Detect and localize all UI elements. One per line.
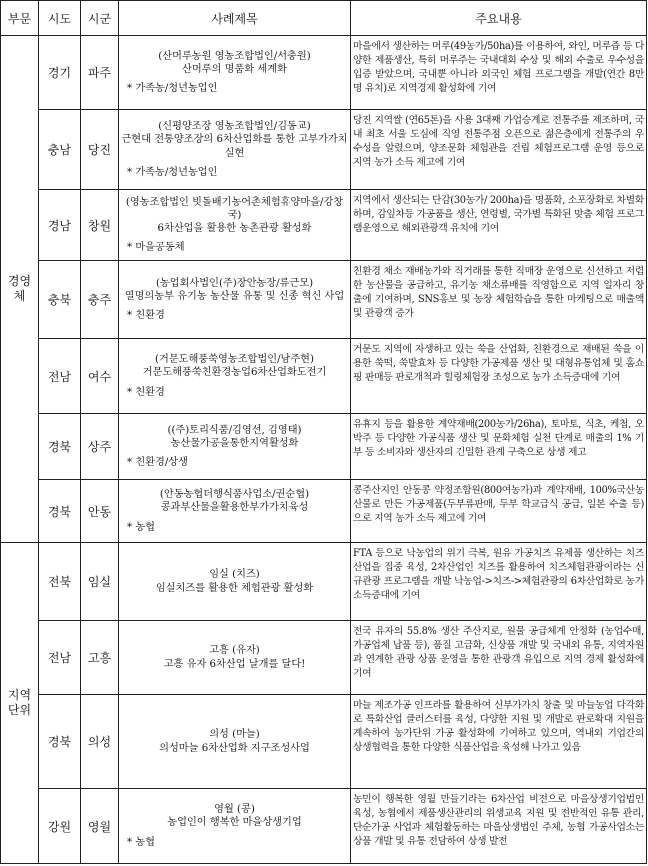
case-title-cell: [119, 190, 351, 261]
table-row: [1, 190, 647, 261]
case-org: (농업회사법인(주)장안농장/류근모): [155, 277, 314, 289]
case-title: 거문도해풍쑥친환경농업6차산업화도전기: [142, 367, 327, 379]
region-cell: 전남: [39, 621, 81, 695]
case-title: 임실치즈를 활용한 체험관광 활성화: [155, 582, 314, 594]
case-title: 열명의농부 유기농 농산물 유통 및 신종 혁신 사업: [124, 290, 345, 302]
city-cell: 의성: [81, 695, 119, 789]
city-cell: 영월: [81, 789, 119, 864]
main-content-cell: 친환경 채소 재배농가와 직거래를 통한 직매장 운영으로 신선하고 저렴한 농산물을 공급하고, 유기농 채소류배를 직영함으로 지역 일자리 창출에 기여하며, SNS홍보 및 농장 체험학습을 통한 마케팅으로 매출액 및 관광객 증가: [351, 261, 647, 339]
region-cell: 전북: [39, 543, 81, 621]
main-content-cell: 당진 지역쌀 (연65톤)을 사용 3대째 가업승계로 전통주를 제조하며, 국내 최초 서울 도심에 직영 전통주점 오픈으로 젊은층에게 전통주의 우수성을 알렸으며, 양조문화 체험관을 건립 체험프로그램 운영 등으로 지역 농가 소득 제고에 기여: [351, 110, 647, 190]
city-cell: 파주: [81, 36, 119, 110]
case-title: 콩과부산물을활용한부가가치육성: [160, 502, 309, 514]
table-row: [1, 110, 647, 190]
case-title: 근현대 전통양조장의 6차산업화를 통한 고부가가치 실현: [121, 134, 348, 159]
table-row: [1, 695, 647, 789]
category-business: 경영체: [1, 36, 39, 543]
region-cell: 강원: [39, 789, 81, 864]
header-city: 시군: [81, 1, 119, 36]
case-org: (거문도해풍쑥영농조합법인/남주현): [155, 354, 314, 366]
case-title-cell: [119, 339, 351, 414]
table-row: [1, 261, 647, 339]
city-cell: 충주: [81, 261, 119, 339]
city-cell: 상주: [81, 414, 119, 480]
case-title-cell: [119, 480, 351, 543]
case-title-cell: [119, 36, 351, 110]
case-org: ((주)토리식품/김영선, 김영태): [167, 424, 302, 436]
table-row: [1, 36, 647, 110]
case-title: 고흥 유자 6차산업 날개를 달다!: [163, 658, 306, 670]
table-row: [1, 543, 647, 621]
region-cell: 충남: [39, 110, 81, 190]
category-regional: 지역단위: [1, 543, 39, 864]
header-category: 부문: [1, 1, 39, 36]
region-cell: 경북: [39, 480, 81, 543]
case-title-cell: [119, 110, 351, 190]
main-content-cell: 마늘 제조가공 인프라를 활용하여 신부가가치 창출 및 마늘농업 다각화로 특화산업 클러스터를 육성, 다양한 지원 및 개발로 판로확대 지원을 계속하여 농가단위 가공 활성화에 기여하고 있으며, 역내외 기업간의 상생협력을 통한 다양한 식품산업을 육성해 나가고 있음: [351, 695, 647, 789]
case-org: 의성 (마늘): [209, 729, 260, 741]
main-content-cell: 농민이 행복한 영월 만들기라는 6차산업 비전으로 마을상생기업법인 육성, 농협에서 제품생산관리의 위생교육 지원 및 전반적인 유통 관리, 단순가공 사업과 체험활동하는 마을상생법인 주체, 농협 가공사업소는 상품 개발 및 유통 전담하여 상생 발전: [351, 789, 647, 864]
case-title: 농산물가공을통한지역활성화: [170, 437, 299, 449]
city-cell: 당진: [81, 110, 119, 190]
city-cell: 안동: [81, 480, 119, 543]
case-org: 영월 (콩): [214, 804, 255, 816]
table-row: [1, 339, 647, 414]
case-title-cell: [119, 621, 351, 695]
region-cell: 경기: [39, 36, 81, 110]
region-cell: 경북: [39, 695, 81, 789]
case-note: * 가족농/청년농업인: [127, 166, 218, 178]
region-cell: 경남: [39, 190, 81, 261]
case-title-cell: [119, 414, 351, 480]
main-content-cell: 전국 유자의 55.8% 생산 주산지로, 원물 공급체계 안정화 (농업수매, 가공업체 납품 등), 품질 고급화, 신상품 개발 및 국내외 유통, 지역자원과 연계한 관광 상품 운영을 통한 관광객 유입으로 지역 경제 활성화에 기여: [351, 621, 647, 695]
main-content-cell: 마을에서 생산하는 머루(49농가/50ha)를 이용하여, 와인, 머루즙 등 다양한 제품생산, 특히 머루주는 국내대회 수상 및 해외 수출로 우수성을 입증 받았으며, 국내뿐 아니라 외국인 체험 프로그램을 개발(연간 8만 명 유치)로 지역경제 활성화에 기여: [351, 36, 647, 110]
header-case-title: 사례제목: [119, 1, 351, 36]
case-title-cell: [119, 261, 351, 339]
header-region: 시도: [39, 1, 81, 36]
header-row: [1, 1, 647, 36]
header-main-content: 주요내용: [351, 1, 647, 36]
case-org: (신평양조장 영농조합법인/김동교): [158, 121, 311, 132]
city-cell: 창원: [81, 190, 119, 261]
case-org: 고흥 (유자): [209, 645, 260, 657]
case-note: * 마을공동체: [127, 242, 185, 254]
case-note: * 친환경/상생: [127, 457, 188, 469]
main-content-cell: 콩주산지인 안동콩 약정조합원(800여농가)과 계약재배, 100%국산농산물로 만든 가공제품(두부류판매, 두부 학교급식 공급, 일본 수출 등)으로 지역 농가 소득 제고에 기여: [351, 480, 647, 543]
case-note: * 친환경: [127, 386, 165, 398]
case-title: 6차산업을 활용한 농촌관광 활성화: [157, 223, 312, 234]
city-cell: 임실: [81, 543, 119, 621]
case-note: * 가족농/청년농업인: [127, 83, 218, 95]
case-note: * 친환경: [127, 310, 165, 322]
case-title: 의성마늘 6차산업화 지구조성사업: [159, 742, 310, 754]
table-row: [1, 414, 647, 480]
region-cell: 충북: [39, 261, 81, 339]
main-content-cell: 거문도 지역에 자생하고 있는 쑥을 산업화, 친환경으로 재배된 쑥을 이용한 쑥떡, 쑥발효차 등 다양한 가공제품 생산 및 대형유통업체 및 홈쇼핑 판매등 판로개척과 힐링체험장 조성으로 농가 소득증대에 기여: [351, 339, 647, 414]
table-row: [1, 621, 647, 695]
case-org: (산머루농원 영농조합법인/서충원): [158, 50, 311, 62]
case-note: * 농협: [127, 521, 156, 533]
region-cell: 경북: [39, 414, 81, 480]
city-cell: 고흥: [81, 621, 119, 695]
case-org: (안동농협더행식품사업소/권순협): [159, 489, 310, 501]
case-title-cell: [119, 543, 351, 621]
case-title-cell: [119, 695, 351, 789]
table-row: [1, 480, 647, 543]
main-content-cell: 유휴지 등을 활용한 계약재배(200농가/26ha), 토마토, 식초, 케첩, 오박주 등 다양한 가공식품 생산 및 문화체험 실천 단계로 매출의 1% 기부 등 소비자와 생산자의 긴밀한 관계 구축으로 상생 제고: [351, 414, 647, 480]
city-cell: 여수: [81, 339, 119, 414]
main-content-cell: 지역에서 생산되는 단감(30농가/ 200ha)을 명품화, 소포장화로 차별화하며, 감잎차등 가공품을 생산, 연령별, 국가별 특화된 맞춤 체험 프로그램운영으로 해외관광객 유치에 기여: [351, 190, 647, 261]
table-row: [1, 789, 647, 864]
case-org: 임실 (치즈): [209, 569, 260, 581]
case-title: 농업인이 행복한 마을상생기업: [167, 817, 302, 829]
case-title: 산머루의 명품화 세계화: [182, 63, 287, 75]
case-title-cell: [119, 789, 351, 864]
region-cell: 전남: [39, 339, 81, 414]
main-content-cell: FTA 등으로 낙농업의 위기 극복, 원유 가공치즈 유제품 생산하는 치즈산업을 집중 육성, 2차산업인 치즈를 활용하여 치즈체험관광이라는 신규관광 프로그램을 개발 낙농업->치즈->체험관광의 6차산업화로 농가 소득증대에 기여: [351, 543, 647, 621]
case-note: * 농협: [127, 836, 156, 848]
case-org: (영농조합법인 빗돌배기농어촌체험휴양마을/강창국): [125, 196, 344, 221]
